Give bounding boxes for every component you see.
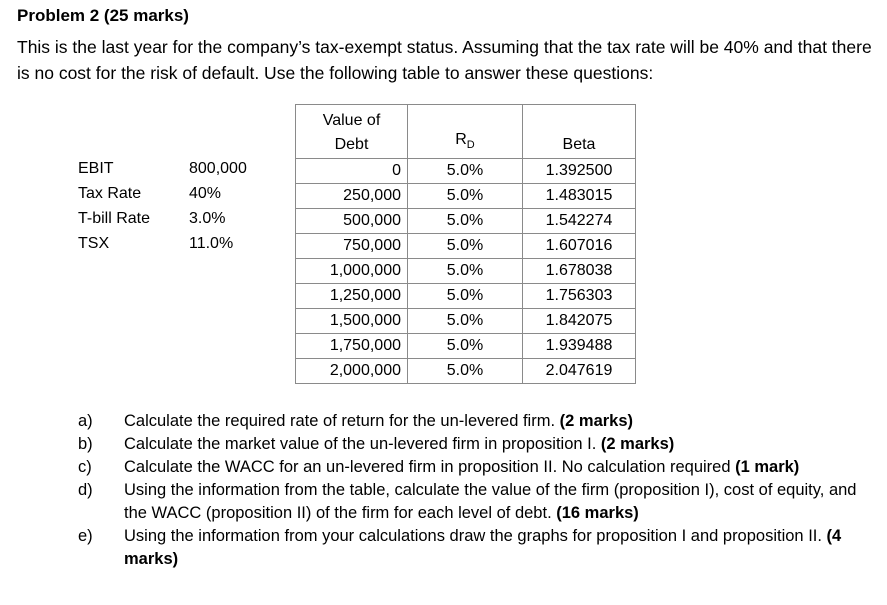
table-row [296, 359, 636, 384]
question-marks: (16 marks) [556, 504, 639, 522]
question-marks: (2 marks) [559, 412, 634, 430]
question-text: Calculate the WACC for an un-levered firm in proposition II. No calculation required [124, 458, 736, 476]
question-item [78, 525, 868, 571]
question-item [78, 433, 868, 456]
cell-rd: 5.0% [408, 359, 523, 384]
cell-rd: 5.0% [408, 309, 523, 334]
debt-table [295, 104, 636, 384]
header-debt-line1: Value of [322, 112, 381, 129]
cell-beta: 1.607016 [523, 234, 636, 259]
param-value: 40% [189, 185, 222, 202]
param-value: 800,000 [189, 160, 247, 177]
table-row [296, 209, 636, 234]
cell-rd: 5.0% [408, 159, 523, 184]
table-row [296, 259, 636, 284]
header-rd-subscript: D [466, 139, 475, 151]
table-header-row [296, 105, 636, 159]
cell-debt: 1,500,000 [296, 309, 408, 334]
cell-beta: 1.939488 [523, 334, 636, 359]
question-item [78, 456, 868, 479]
question-marks: (2 marks) [600, 435, 675, 453]
param-label: TSX [78, 235, 110, 252]
header-value-of-debt [296, 105, 408, 159]
cell-beta: 1.392500 [523, 159, 636, 184]
cell-rd: 5.0% [408, 209, 523, 234]
question-item [78, 410, 868, 433]
cell-beta: 1.756303 [523, 284, 636, 309]
cell-rd: 5.0% [408, 284, 523, 309]
question-marks: (4 marks) [124, 527, 842, 568]
problem-intro: This is the last year for the company’s tax-exempt status. Assuming that the tax rate will be 40% and that there is no cost for the risk of default. Use the following table to answer these questions: [17, 37, 872, 83]
header-beta: Beta [523, 105, 636, 159]
cell-beta: 2.047619 [523, 359, 636, 384]
cell-debt: 1,000,000 [296, 259, 408, 284]
question-text: Using the information from the table, calculate the value of the firm (proposition I), cost of equity, and the WACC (proposition II) of the firm for each level of debt. [124, 481, 857, 522]
header-rd [408, 105, 523, 159]
header-debt-line2: Debt [334, 136, 369, 153]
cell-debt: 1,750,000 [296, 334, 408, 359]
question-text: Calculate the market value of the un-levered firm in proposition I. [124, 435, 601, 453]
param-value: 11.0% [189, 235, 234, 252]
cell-rd: 5.0% [408, 234, 523, 259]
question-marks: (1 mark) [735, 458, 800, 476]
question-letter: a) [78, 412, 93, 430]
table-row [296, 284, 636, 309]
table-row [296, 234, 636, 259]
param-label: Tax Rate [78, 185, 142, 202]
cell-debt: 0 [296, 159, 408, 184]
problem-title: Problem 2 (25 marks) [17, 6, 189, 25]
param-label: T-bill Rate [78, 210, 151, 227]
question-letter: e) [78, 527, 93, 545]
table-row [296, 159, 636, 184]
question-letter: b) [78, 435, 93, 453]
question-letter: d) [78, 481, 93, 499]
cell-rd: 5.0% [408, 334, 523, 359]
question-text: Calculate the required rate of return for the un-levered firm. [124, 412, 560, 430]
param-label: EBIT [78, 160, 114, 177]
header-rd-main: R [455, 130, 467, 148]
table-row [296, 309, 636, 334]
cell-debt: 500,000 [296, 209, 408, 234]
question-letter: c) [78, 458, 92, 476]
cell-beta: 1.678038 [523, 259, 636, 284]
question-text: Using the information from your calculations draw the graphs for proposition I and proposition II. [124, 527, 827, 545]
table-row [296, 184, 636, 209]
cell-rd: 5.0% [408, 184, 523, 209]
cell-rd: 5.0% [408, 259, 523, 284]
cell-beta: 1.542274 [523, 209, 636, 234]
param-value: 3.0% [189, 210, 226, 227]
cell-debt: 1,250,000 [296, 284, 408, 309]
cell-beta: 1.842075 [523, 309, 636, 334]
cell-debt: 2,000,000 [296, 359, 408, 384]
table-row [296, 334, 636, 359]
cell-beta: 1.483015 [523, 184, 636, 209]
cell-debt: 250,000 [296, 184, 408, 209]
cell-debt: 750,000 [296, 234, 408, 259]
questions-list [78, 410, 868, 571]
question-item [78, 479, 868, 525]
